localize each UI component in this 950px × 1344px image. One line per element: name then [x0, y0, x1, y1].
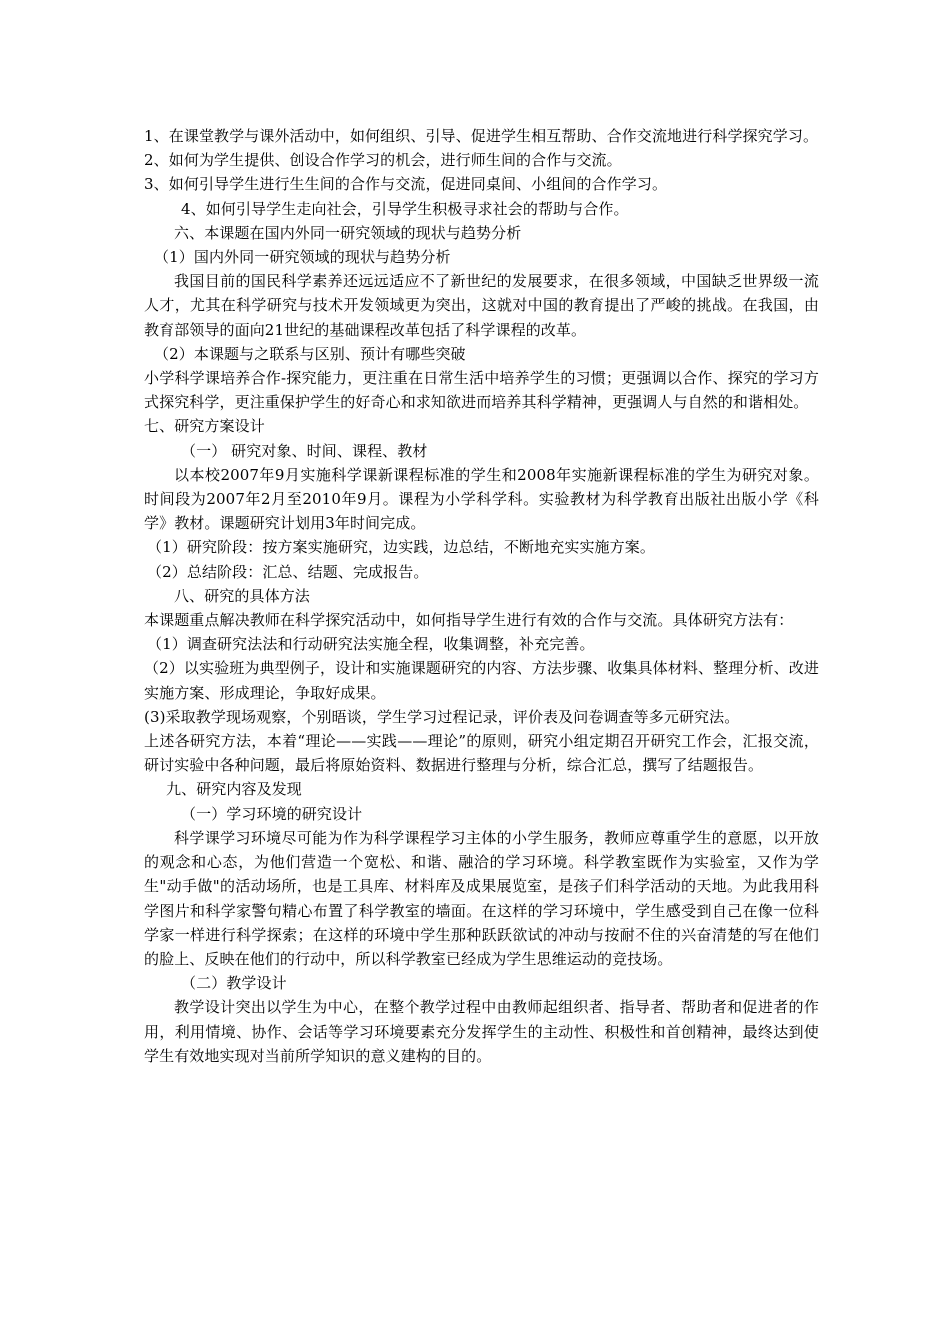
paragraph-7-stage-2: （2）总结阶段：汇总、结题、完成报告。	[147, 562, 429, 581]
document-body	[144, 124, 819, 1068]
paragraph-8-method-3: (3)采取教学现场观察，个别晤谈，学生学习过程记录，评价表及问卷调查等多元研究法。	[144, 707, 740, 726]
paragraph-8-summary: 上述各研究方法，本着“理论——实践——理论”的原则，研究小组定期召开研究工作会，汇报交流，研讨实验中各种问题，最后将原始资料、数据进行整理与分析，综合汇总，撰写了结题报告。	[144, 732, 819, 775]
subheading-9-2: （二）教学设计	[181, 974, 287, 993]
paragraph-8-method-2: （2）以实验班为典型例子，设计和实施课题研究的内容、方法步骤、收集具体材料、整理分析、改进实施方案、形成理论，争取好成果。	[144, 659, 819, 702]
subheading-9-1: （一）学习环境的研究设计	[181, 804, 363, 823]
paragraph-q2: 2、如何为学生提供、创设合作学习的机会，进行师生间的合作与交流。	[144, 151, 622, 170]
paragraph-q3: 3、如何引导学生进行生生间的合作与交流，促进同桌间、小组间的合作学习。	[144, 175, 668, 194]
section-heading-8: 八、研究的具体方法	[174, 586, 310, 605]
paragraph-6-2: 小学科学课培养合作-探究能力，更注重在日常生活中培养学生的习惯；更强调以合作、探究的学习方式探究科学，更注重保护学生的好奇心和求知欲进而培养其科学精神，更强调人与自然的和谐相处。	[144, 369, 819, 412]
paragraph-q1: 1、在课堂教学与课外活动中，如何组织、引导、促进学生相互帮助、合作交流地进行科学探究学习。	[144, 127, 819, 145]
paragraph-9-1: 科学课学习环境尽可能为作为科学课程学习主体的小学生服务，教师应尊重学生的意愿，以开放的观念和心态，为他们营造一个宽松、和谐、融洽的学习环境。科学教室既作为实验室，又作为学生"动手做"的活动场所，也是工具库、材料库及成果展览室，是孩子们科学活动的天地。为此我用科学图片和科学家警句精心布置了科学教室的墙面。在这样的学习环境中，学生感受到自己在像一位科学家一样进行科学探索；在这样的环境中学生那种跃跃欲试的冲动与按耐不住的兴奋清楚的写在他们的脸上、反映在他们的行动中，所以科学教室已经成为学生思维运动的竞技场。	[144, 828, 819, 968]
paragraph-8-method-1: （1）调查研究法法和行动研究法实施全程，收集调整，补充完善。	[147, 635, 595, 654]
paragraph-7-stage-1: （1）研究阶段：按方案实施研究，边实践，边总结，不断地充实实施方案。	[147, 538, 655, 557]
subheading-6-1: （1）国内外同一研究领域的现状与趋势分析	[154, 248, 451, 267]
section-heading-6: 六、本课题在国内外同一研究领域的现状与趋势分析	[174, 223, 522, 242]
section-heading-7: 七、研究方案设计	[144, 417, 265, 436]
paragraph-q4: 4、如何引导学生走向社会，引导学生积极寻求社会的帮助与合作。	[181, 199, 629, 218]
paragraph-7-1: 以本校2007年9月实施科学课新课程标准的学生和2008年实施新课程标准的学生为研究对象。时间段为2007年2月至2010年9月。课程为小学科学科。实验教材为科学教育出版社出版小学《科学》教材。课题研究计划用3年时间完成。	[144, 465, 819, 533]
paragraph-6-1: 我国目前的国民科学素养还远远适应不了新世纪的发展要求，在很多领域，中国缺乏世界级一流人才，尤其在科学研究与技术开发领域更为突出，这就对中国的教育提出了严峻的挑战。在我国，由教育部领导的面向21世纪的基础课程改革包括了科学课程的改革。	[144, 272, 819, 339]
subheading-6-2: （2）本课题与之联系与区别、预计有哪些突破	[154, 344, 466, 363]
paragraph-9-2: 教学设计突出以学生为中心，在整个教学过程中由教师起组织者、指导者、帮助者和促进者的作用，利用情境、协作、会话等学习环境要素充分发挥学生的主动性、积极性和首创精神，最终达到使学生有效地实现对当前所学知识的意义建构的目的。	[144, 998, 819, 1065]
section-heading-9: 九、研究内容及发现	[166, 780, 302, 799]
paragraph-8-intro: 本课题重点解决教师在科学探究活动中，如何指导学生进行有效的合作与交流。具体研究方法有：	[144, 611, 794, 630]
subheading-7-1: （一） 研究对象、时间、课程、教材	[181, 441, 428, 460]
